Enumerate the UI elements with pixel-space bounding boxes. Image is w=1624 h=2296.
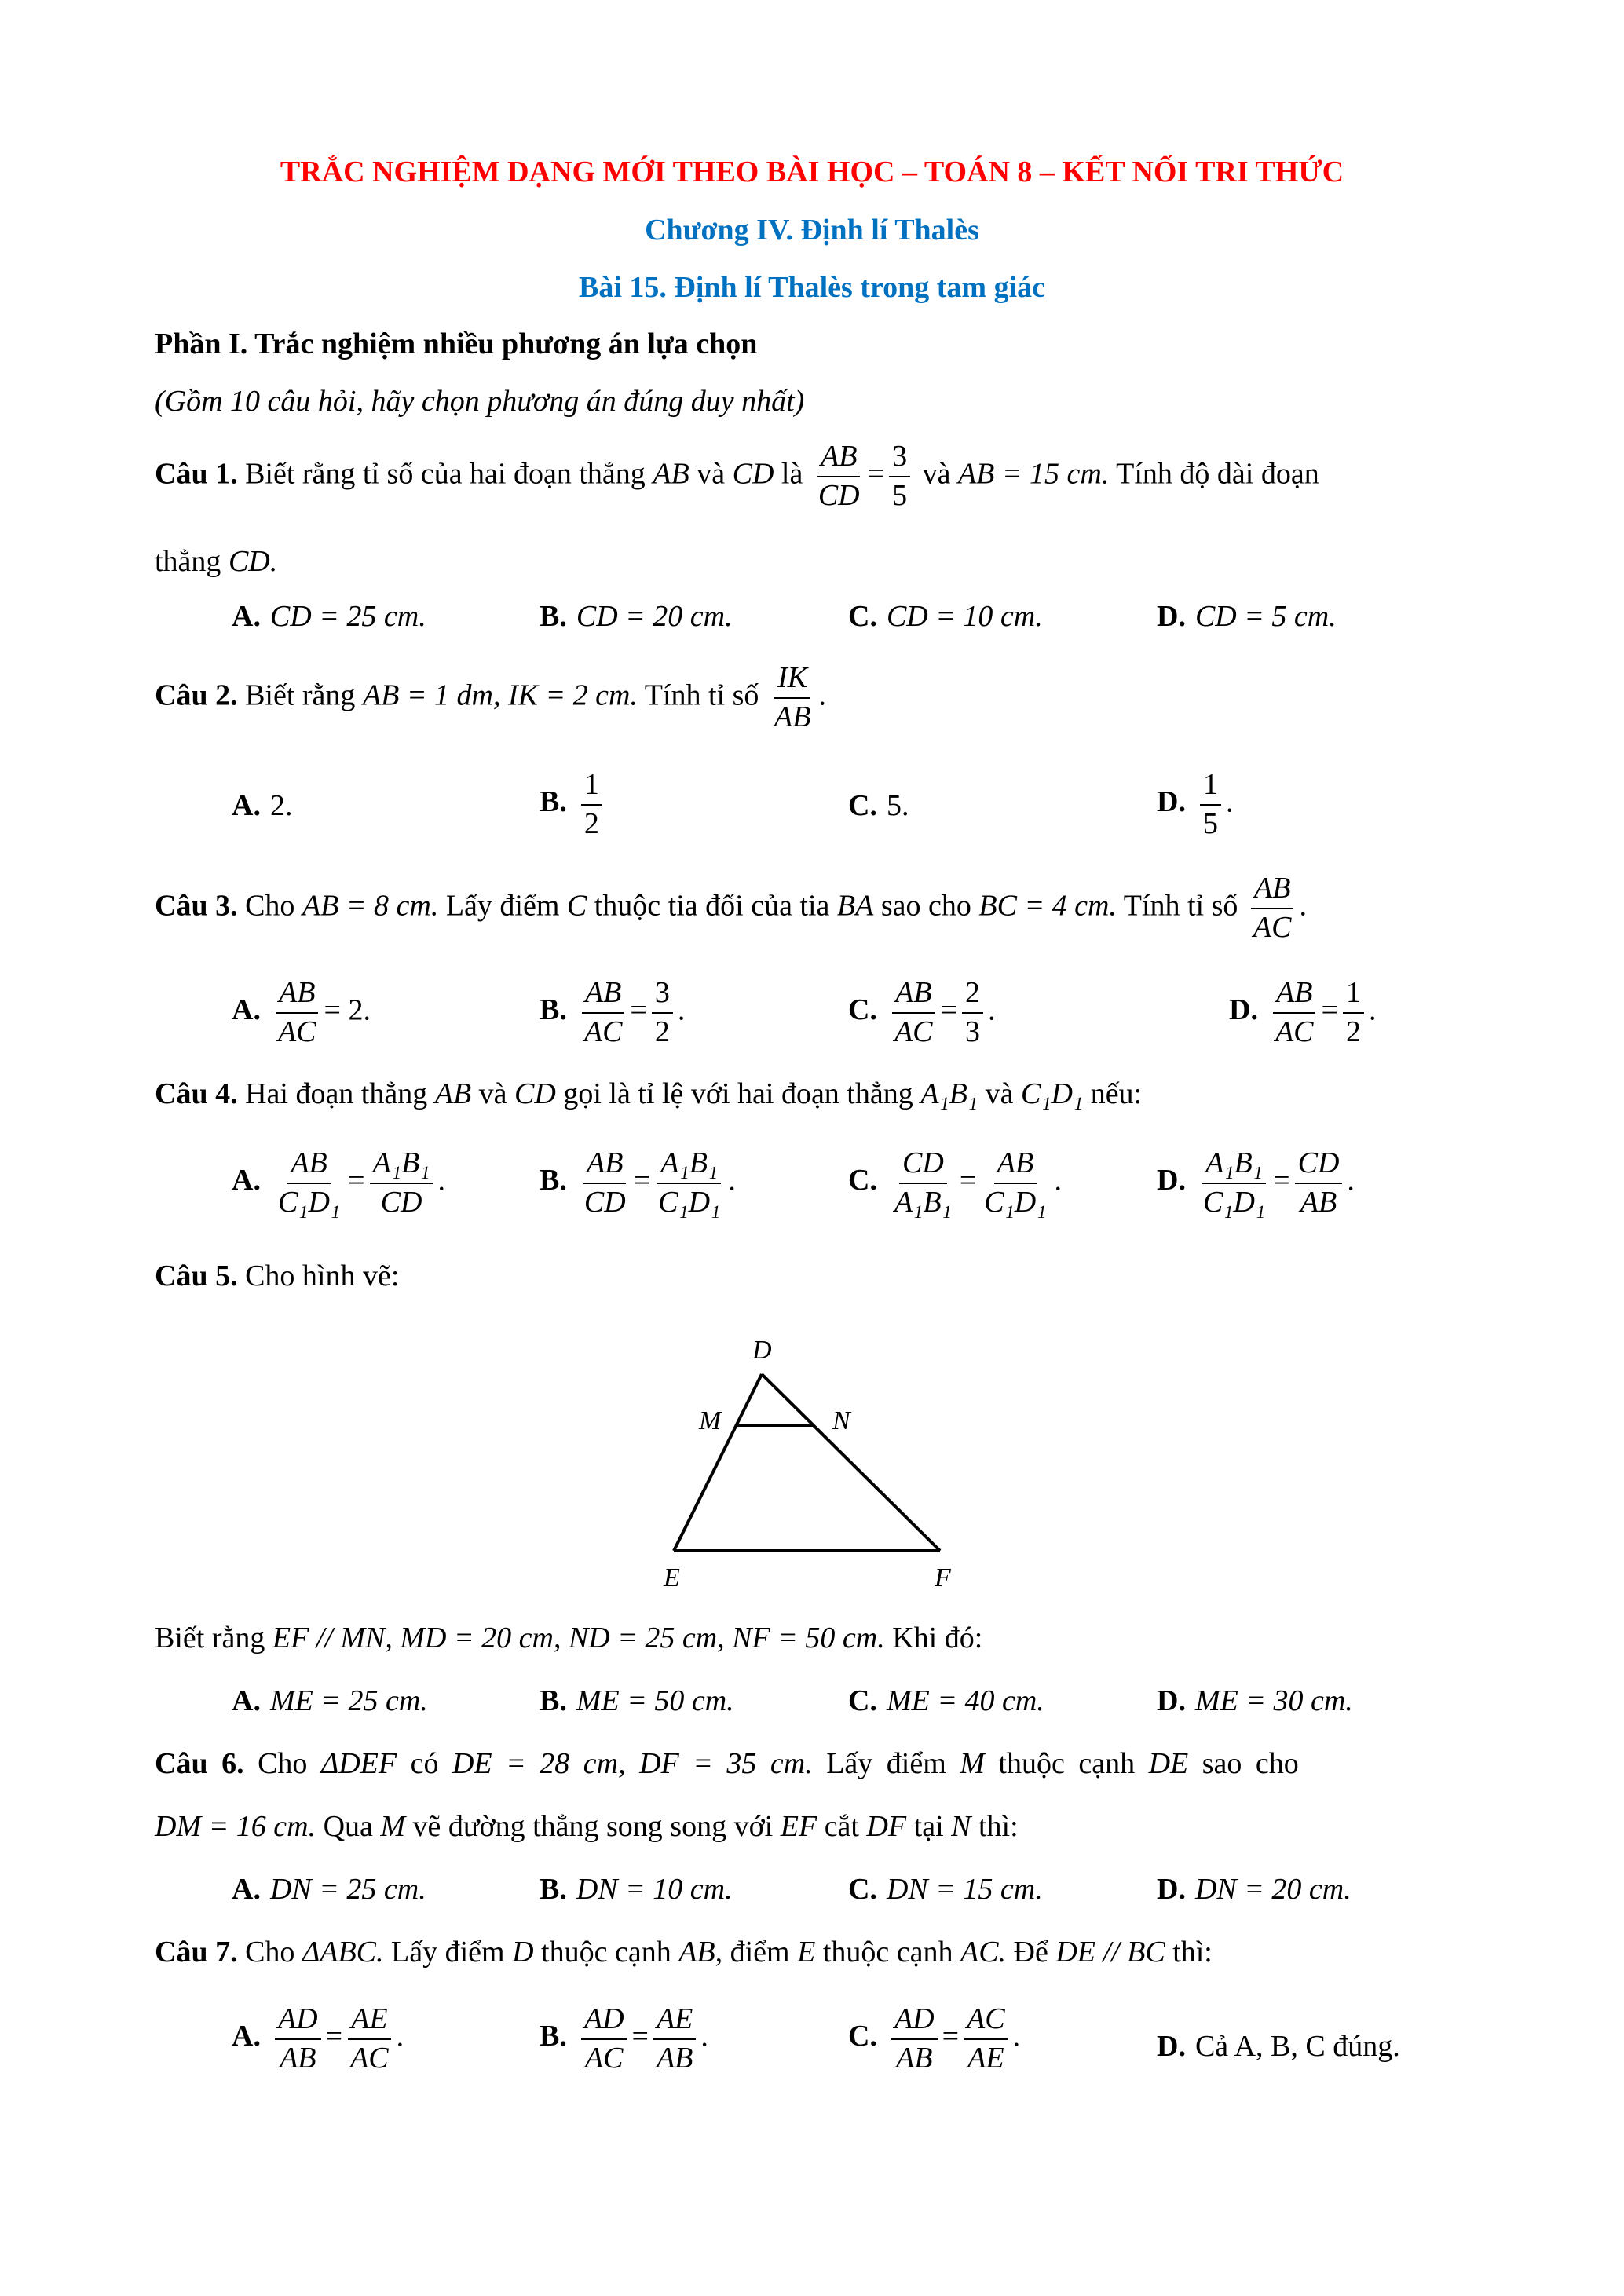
question-3: Câu 3. Cho AB = 8 cm. Lấy điểm C thuộc tia đối của tia BA sao cho BC = 4 cm. Tính tỉ số $\frac{AB}{AC}$ .	[155, 872, 1307, 944]
q7-option-a[interactable]: A. $\frac{AD}{AB}$ = $\frac{AE}{AC}$ .	[232, 2002, 404, 2075]
q6-option-b[interactable]: B. DN = 10 cm.	[540, 1873, 733, 1906]
q4-option-d[interactable]: D. $\frac{\text{A₁B₁}}{\text{C₁D₁}}$ = $\frac{CD}{AB}$ .	[1157, 1146, 1355, 1219]
q3-option-b[interactable]: B. $\frac{AB}{AC}$ = $\frac{3}{2}$ .	[540, 976, 686, 1048]
question-label: Câu 1.	[155, 457, 238, 491]
q2-option-d[interactable]: D. $\frac{1}{5}$ .	[1157, 768, 1234, 840]
q5-option-a[interactable]: A. ME = 25 cm.	[232, 1684, 428, 1717]
q3-option-c[interactable]: C. $\frac{AB}{AC}$ = $\frac{2}{3}$ .	[848, 976, 996, 1048]
part-title: Phần I. Trắc nghiệm nhiều phương án lựa chọn	[155, 327, 758, 360]
q1-option-d[interactable]: D. CD = 5 cm.	[1157, 600, 1337, 633]
side-de	[674, 1374, 762, 1551]
q3-option-a[interactable]: A. $\frac{AB}{AC}$ = 2.	[232, 976, 371, 1048]
q7-option-c[interactable]: C. $\frac{AD}{AB}$ = $\frac{AC}{AE}$ .	[848, 2002, 1021, 2075]
q4-option-b[interactable]: B. $\frac{AB}{CD}$ = $\frac{\text{A₁B₁}}{\text{C₁D₁}}$ .	[540, 1146, 736, 1219]
question-6: Câu 6. Cho ΔDEF có DE = 28 cm, DF = 35 cm. Lấy điểm M thuộc cạnh DE sao cho	[155, 1747, 1299, 1780]
question-6-cont: DM = 16 cm. Qua M vẽ đường thẳng song song với EF cắt DF tại N thì:	[155, 1810, 1019, 1843]
q7-option-d[interactable]: D. Cả A, B, C đúng.	[1157, 2030, 1400, 2063]
label-n: N	[832, 1406, 850, 1435]
part-note: (Gồm 10 câu hỏi, hãy chọn phương án đúng duy nhất)	[155, 385, 805, 418]
question-5-given: Biết rằng EF // MN, MD = 20 cm, ND = 25 cm, NF = 50 cm. Khi đó:	[155, 1621, 983, 1654]
q5-option-b[interactable]: B. ME = 50 cm.	[540, 1684, 734, 1717]
label-f: F	[935, 1563, 951, 1592]
question-5: Câu 5. Cho hình vẽ:	[155, 1260, 400, 1292]
q1-option-a[interactable]: A. CD = 25 cm.	[232, 600, 426, 633]
question-1: Câu 1. Biết rằng tỉ số của hai đoạn thẳng AB và CD là $\frac{AB}{CD}$ = $\frac{3}{5}$ và AB = 15 cm. Tính độ dài đoạn	[155, 440, 1319, 512]
document-title: TRẮC NGHIỆM DẠNG MỚI THEO BÀI HỌC – TOÁN 8 – KẾT NỐI TRI THỨC	[280, 155, 1344, 188]
q4-option-c[interactable]: C. $\frac{CD}{\text{A₁B₁}}$ = $\frac{AB}{\text{C₁D₁}}$ .	[848, 1146, 1062, 1219]
label-e: E	[664, 1563, 680, 1592]
question-1-cont: thẳng CD.	[155, 545, 278, 578]
label-m: M	[699, 1406, 722, 1435]
question-7: Câu 7. Cho ΔABC. Lấy điểm D thuộc cạnh AB, điểm E thuộc cạnh AC. Để DE // BC thì:	[155, 1936, 1213, 1969]
question-2: Câu 2. Biết rằng AB = 1 dm, IK = 2 cm. Tính tỉ số $\frac{IK}{AB}$ .	[155, 661, 826, 733]
q4-option-a[interactable]: A. $\frac{AB}{\text{C₁D₁}}$ = $\frac{\text{A₁B₁}}{CD}$ .	[232, 1146, 445, 1219]
q3-option-d[interactable]: D. $\frac{AB}{AC}$ = $\frac{1}{2}$ .	[1229, 976, 1377, 1048]
lesson-title: Bài 15. Định lí Thalès trong tam giác	[579, 271, 1045, 304]
q6-option-a[interactable]: A. DN = 25 cm.	[232, 1873, 426, 1906]
q6-option-c[interactable]: C. DN = 15 cm.	[848, 1873, 1043, 1906]
q6-option-d[interactable]: D. DN = 20 cm.	[1157, 1873, 1352, 1906]
label-d: D	[752, 1336, 772, 1365]
q2-option-c[interactable]: C. 5.	[848, 789, 909, 822]
q2-option-a[interactable]: A. 2.	[232, 789, 293, 822]
q5-option-c[interactable]: C. ME = 40 cm.	[848, 1684, 1044, 1717]
chapter-title: Chương IV. Định lí Thalès	[645, 214, 979, 247]
q1-option-c[interactable]: C. CD = 10 cm.	[848, 600, 1043, 633]
triangle-figure	[660, 1331, 989, 1598]
q7-option-b[interactable]: B. $\frac{AD}{AC}$ = $\frac{AE}{AB}$ .	[540, 2002, 708, 2075]
side-df	[762, 1374, 940, 1551]
q2-option-b[interactable]: B. $\frac{1}{2}$	[540, 768, 607, 841]
q5-option-d[interactable]: D. ME = 30 cm.	[1157, 1684, 1353, 1717]
q1-option-b[interactable]: B. CD = 20 cm.	[540, 600, 733, 633]
question-4: Câu 4. Hai đoạn thẳng AB và CD gọi là tỉ lệ với hai đoạn thẳng A₁B₁ và C₁D₁ nếu:	[155, 1077, 1143, 1110]
